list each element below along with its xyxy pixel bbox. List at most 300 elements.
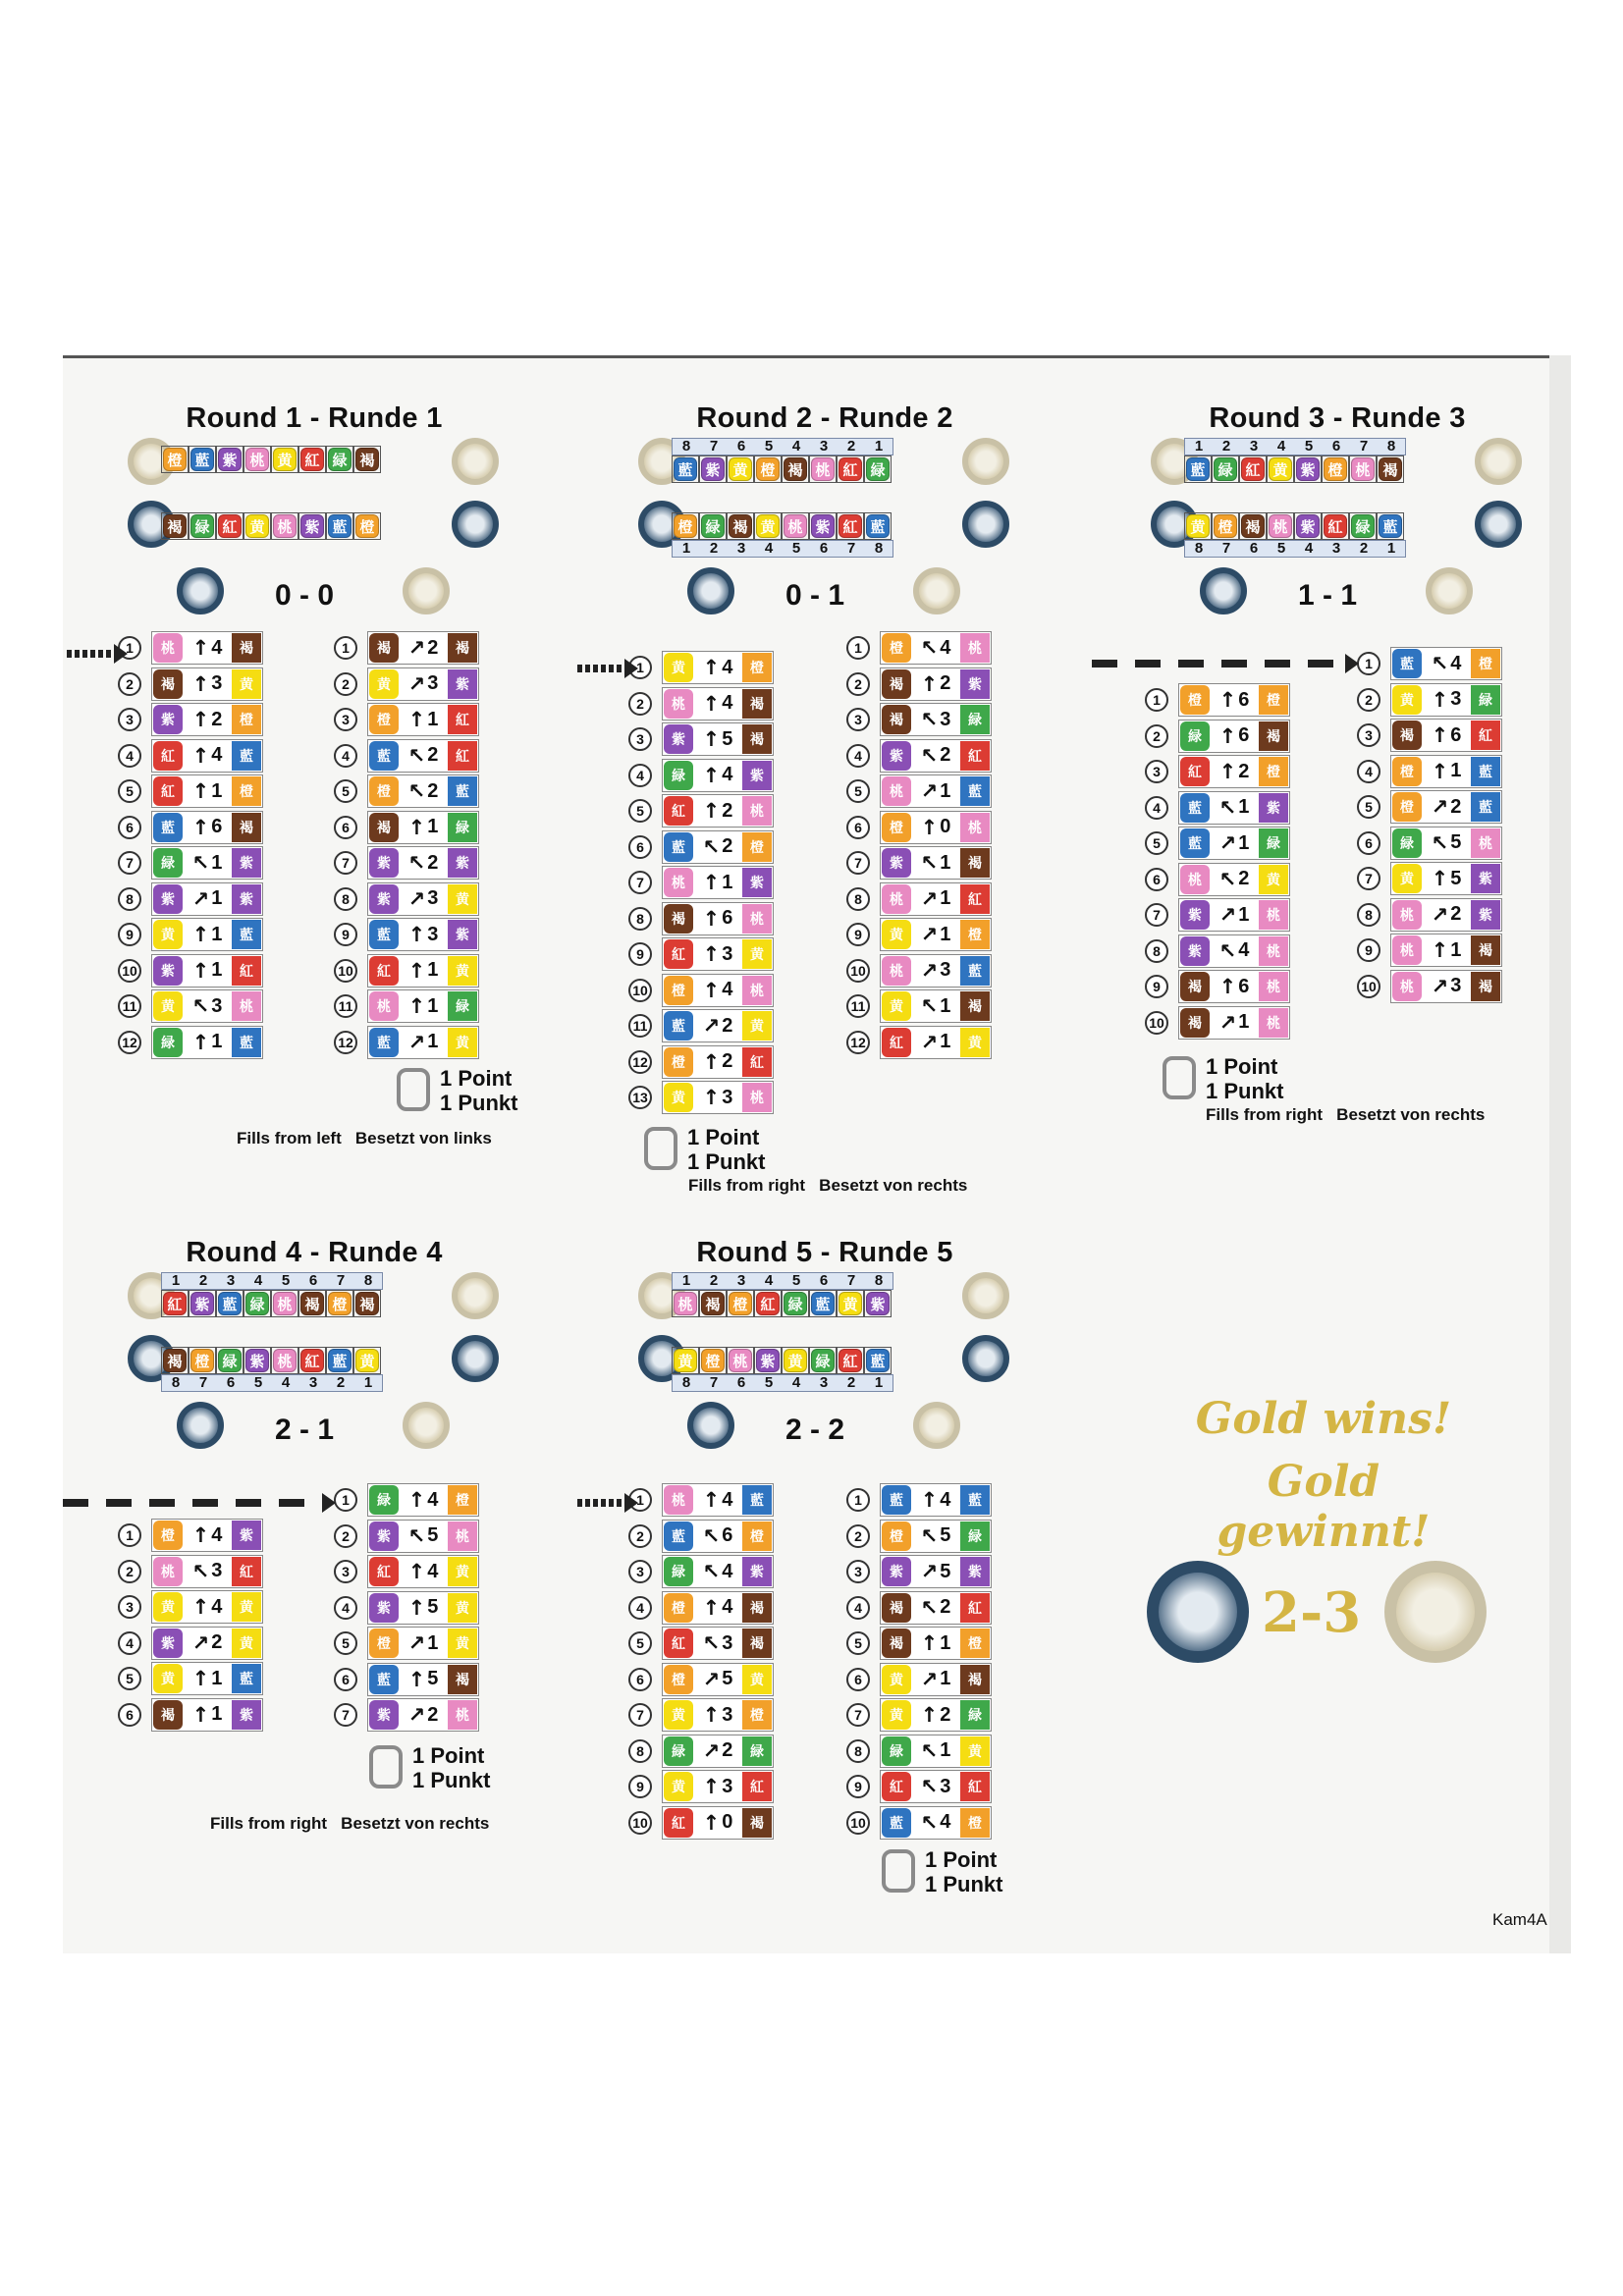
move-notation	[694, 1524, 741, 1548]
purple-field: 紫	[1259, 793, 1288, 823]
move-notation	[912, 816, 959, 839]
move-cell	[151, 918, 263, 951]
move-cell	[1178, 720, 1290, 753]
move-distance: 4	[1238, 939, 1250, 961]
red-field: 紅	[960, 741, 990, 771]
move-number: 12	[334, 1031, 357, 1054]
brown-tile: 褐	[298, 1290, 326, 1317]
column-number: 1	[681, 1272, 691, 1289]
column-number: 8	[874, 540, 884, 557]
direction-arrow: ↑	[191, 1702, 210, 1727]
move-row	[1145, 719, 1290, 754]
move-number: 5	[334, 1631, 357, 1655]
move-row	[628, 650, 774, 685]
move-notation	[184, 1595, 231, 1619]
purple-field: 紫	[232, 1700, 261, 1730]
pink-tile: 桃	[369, 991, 399, 1021]
column-number: 3	[736, 540, 746, 557]
gold-dragon-icon	[913, 1402, 960, 1449]
move-cell	[1178, 898, 1290, 932]
pink-tile: 桃	[271, 1347, 298, 1374]
move-cell	[662, 1591, 774, 1625]
move-cell	[662, 1663, 774, 1696]
move-row	[1145, 969, 1290, 1004]
move-notation	[184, 744, 231, 768]
gold-tile-strip	[161, 446, 381, 473]
move-distance: 1	[427, 1031, 439, 1052]
yellow-tile: 黄	[243, 512, 271, 540]
punkt-text: 1 Punkt	[687, 1149, 766, 1174]
direction-arrow: ↖	[920, 1810, 939, 1835]
move-cell	[880, 1483, 992, 1517]
move-row	[628, 1697, 774, 1733]
move-row	[846, 1662, 992, 1697]
orange-field: 橙	[960, 1629, 990, 1658]
move-distance: 6	[211, 816, 223, 837]
move-row	[1145, 790, 1290, 826]
red-tile: 紅	[1180, 757, 1210, 786]
move-cell	[662, 830, 774, 864]
brown-tile: 褐	[369, 633, 399, 663]
point-text: 1 Point	[412, 1743, 485, 1768]
move-distance: 3	[722, 942, 733, 965]
move-distance: 1	[427, 816, 439, 837]
orange-tile: 橙	[727, 1290, 754, 1317]
purple-field: 紫	[742, 868, 772, 897]
move-notation	[694, 727, 741, 751]
move-notation	[912, 1703, 959, 1727]
move-notation	[1211, 760, 1258, 783]
move-notation	[694, 1668, 741, 1691]
yellow-field: 黄	[448, 1028, 477, 1057]
round-title: Round 4 - Runde 4	[186, 1237, 443, 1268]
move-distance: 5	[427, 1524, 439, 1546]
round-title: Round 5 - Runde 5	[696, 1237, 953, 1268]
direction-arrow: ↑	[702, 799, 721, 823]
pink-tile: 桃	[271, 1290, 298, 1317]
yellow-tile: 黄	[882, 991, 911, 1021]
column-number: 1	[874, 438, 884, 454]
yellow-tile: 黄	[1184, 512, 1212, 540]
move-distance: 1	[211, 1667, 223, 1689]
pink-tile: 桃	[1392, 935, 1422, 965]
move-row	[1145, 682, 1290, 718]
direction-arrow: ↗	[920, 886, 939, 911]
move-number: 1	[846, 1488, 870, 1512]
move-distance: 1	[940, 1631, 951, 1654]
purple-tile: 紫	[153, 956, 183, 986]
orange-tile: 橙	[1212, 512, 1239, 540]
green-tile: 緑	[782, 1290, 809, 1317]
blue-tile: 藍	[672, 455, 699, 483]
move-distance: 4	[722, 656, 733, 678]
column-number: 3	[819, 438, 829, 454]
direction-arrow: ↖	[1431, 830, 1449, 855]
move-distance: 4	[940, 1488, 951, 1511]
blue-tile: 藍	[664, 1011, 693, 1041]
gold-dragon-icon	[452, 438, 499, 485]
move-notation	[1211, 688, 1258, 712]
blue-field: 藍	[232, 1028, 261, 1057]
move-row	[118, 1554, 263, 1589]
move-distance: 2	[1238, 760, 1250, 782]
move-row	[1357, 861, 1502, 896]
purple-tile: 紫	[1294, 512, 1322, 540]
direction-arrow: ↑	[191, 1667, 210, 1690]
move-number: 6	[628, 835, 652, 859]
move-cell	[1178, 863, 1290, 896]
move-row	[334, 953, 479, 988]
column-number: 5	[253, 1374, 263, 1391]
move-distance: 6	[1450, 723, 1462, 746]
move-number: 7	[628, 871, 652, 894]
brown-field: 褐	[448, 633, 477, 663]
move-row	[1357, 682, 1502, 718]
move-distance: 4	[211, 1523, 223, 1546]
move-row	[846, 1590, 992, 1626]
move-distance: 1	[940, 1031, 951, 1052]
move-distance: 1	[211, 1703, 223, 1725]
direction-arrow: ↑	[407, 994, 426, 1018]
point-label	[440, 1066, 517, 1115]
move-number: 10	[846, 1811, 870, 1835]
move-row	[118, 845, 263, 881]
blue-dragon-icon	[1475, 501, 1522, 548]
move-distance: 1	[1450, 760, 1462, 781]
purple-field: 紫	[960, 1557, 990, 1586]
direction-arrow: ↗	[1431, 974, 1449, 998]
move-row	[334, 881, 479, 917]
move-cell	[880, 703, 992, 736]
gold-tile-strip	[672, 1290, 892, 1317]
orange-field: 橙	[1471, 649, 1500, 678]
move-distance: 2	[427, 779, 439, 802]
direction-arrow: ↑	[1218, 688, 1237, 712]
move-distance: 1	[1238, 1011, 1250, 1033]
purple-tile: 紫	[1180, 936, 1210, 966]
move-number: 12	[628, 1050, 652, 1074]
move-distance: 4	[211, 636, 223, 659]
direction-arrow: ↑	[702, 691, 721, 716]
point-text: 1 Point	[440, 1066, 513, 1091]
move-cell	[880, 954, 992, 988]
orange-field: 橙	[960, 920, 990, 949]
yellow-field: 黄	[742, 939, 772, 969]
column-number: 3	[819, 1374, 829, 1391]
move-distance: 1	[211, 959, 223, 981]
orange-tile: 橙	[369, 1629, 399, 1658]
move-row	[118, 1025, 263, 1060]
move-number: 5	[334, 779, 357, 803]
gold-dragon-icon	[962, 438, 1009, 485]
direction-arrow: ↑	[702, 1049, 721, 1074]
column-number: 6	[736, 438, 746, 454]
blue-dragon-icon	[687, 567, 734, 614]
move-cell	[151, 989, 263, 1023]
blue-field: 藍	[960, 956, 990, 986]
yellow-field: 黄	[232, 669, 261, 699]
move-notation	[912, 923, 959, 946]
gold-dragon-icon	[913, 567, 960, 614]
red-tile: 紅	[153, 776, 183, 806]
direction-arrow: ↖	[702, 1560, 721, 1583]
move-number: 3	[628, 1560, 652, 1583]
start-arrow-icon	[577, 665, 626, 672]
move-number: 9	[1145, 975, 1168, 998]
yellow-tile: 黄	[664, 653, 693, 682]
gold-gewinnt-text: Gold gewinnt!	[1217, 1457, 1431, 1557]
column-number: 2	[198, 1272, 208, 1289]
pink-field: 桃	[1471, 828, 1500, 858]
move-cell	[662, 1806, 774, 1840]
pink-tile: 桃	[882, 884, 911, 914]
column-number: 7	[198, 1374, 208, 1391]
move-row	[628, 1805, 774, 1841]
move-row	[628, 1590, 774, 1626]
direction-arrow: ↑	[702, 656, 721, 679]
move-distance: 1	[211, 1031, 223, 1052]
move-row	[628, 973, 774, 1008]
pink-tile: 桃	[1392, 972, 1422, 1001]
move-row	[118, 810, 263, 845]
move-notation	[400, 708, 447, 731]
pink-tile: 桃	[1267, 512, 1294, 540]
move-notation	[184, 994, 231, 1018]
move-distance: 5	[427, 1596, 439, 1618]
move-cell	[151, 1519, 263, 1552]
orange-field: 橙	[742, 1700, 772, 1730]
move-notation	[1423, 688, 1470, 712]
direction-arrow: ↑	[191, 779, 210, 803]
move-number: 9	[334, 923, 357, 946]
move-distance: 6	[722, 1524, 733, 1546]
move-cell	[662, 1520, 774, 1553]
brown-tile: 褐	[882, 1629, 911, 1658]
move-cell	[1390, 683, 1502, 717]
move-notation	[694, 871, 741, 894]
gold-tile-strip	[672, 455, 892, 483]
move-number: 8	[628, 907, 652, 931]
move-notation	[912, 1739, 959, 1763]
round-score: 2 - 2	[784, 1414, 845, 1446]
point-label	[412, 1743, 490, 1792]
move-distance: 6	[1238, 688, 1250, 711]
yellow-field: 黄	[232, 1629, 261, 1658]
move-number: 8	[1145, 939, 1168, 963]
point-text: 1 Point	[687, 1125, 760, 1149]
move-number: 9	[1357, 938, 1380, 962]
move-number: 1	[118, 1523, 141, 1547]
blue-field: 藍	[232, 920, 261, 949]
red-field: 紅	[232, 1557, 261, 1586]
red-field: 紅	[232, 956, 261, 986]
move-cell	[151, 774, 263, 808]
move-notation	[912, 851, 959, 875]
move-cell	[151, 1698, 263, 1732]
move-cell	[151, 631, 263, 665]
purple-field: 紫	[448, 669, 477, 699]
orange-tile: 橙	[882, 633, 911, 663]
move-notation	[694, 1703, 741, 1727]
five-icon	[882, 1849, 915, 1893]
column-number: 7	[709, 1374, 719, 1391]
column-number: 8	[874, 1272, 884, 1289]
fills-note: Fills from right Besetzt von rechts	[210, 1814, 490, 1833]
column-number: 3	[226, 1272, 236, 1289]
move-notation	[912, 1811, 959, 1835]
move-row	[628, 1769, 774, 1804]
gold-wins-text: Gold wins!	[1195, 1394, 1452, 1444]
move-number: 2	[628, 692, 652, 716]
direction-arrow: ↖	[407, 779, 426, 803]
move-distance: 1	[211, 887, 223, 909]
move-distance: 5	[940, 1524, 951, 1546]
move-cell	[1390, 790, 1502, 824]
move-row	[628, 1482, 774, 1518]
purple-tile: 紫	[216, 446, 243, 473]
column-number: 6	[226, 1374, 236, 1391]
brown-tile: 褐	[782, 455, 809, 483]
pink-field: 桃	[232, 991, 261, 1021]
direction-arrow: ↑	[407, 958, 426, 983]
move-distance: 4	[722, 979, 733, 1000]
round-title: Round 2 - Runde 2	[696, 402, 953, 434]
brown-tile: 褐	[1180, 972, 1210, 1001]
direction-arrow: ↑	[702, 1703, 721, 1727]
move-cell	[1178, 827, 1290, 860]
move-distance: 6	[1238, 975, 1250, 997]
move-number: 2	[1357, 688, 1380, 712]
purple-field: 紫	[1471, 864, 1500, 893]
move-cell	[1178, 934, 1290, 968]
move-cell	[151, 667, 263, 701]
move-distance: 1	[940, 779, 951, 802]
move-number: 2	[118, 1560, 141, 1583]
direction-arrow: ↖	[920, 851, 939, 875]
gold-tile-strip	[161, 1290, 381, 1317]
red-tile: 紅	[369, 1557, 399, 1586]
blue-field: 藍	[960, 776, 990, 806]
top-number-row	[672, 1272, 893, 1290]
orange-tile: 橙	[664, 976, 693, 1005]
move-row	[1357, 826, 1502, 861]
orange-field: 橙	[960, 1808, 990, 1838]
column-number: 8	[681, 1374, 691, 1391]
red-tile: 紅	[754, 1290, 782, 1317]
move-distance: 1	[1450, 938, 1462, 961]
purple-tile: 紫	[882, 741, 911, 771]
move-cell	[662, 1698, 774, 1732]
move-number: 2	[334, 672, 357, 696]
move-cell	[151, 703, 263, 736]
move-cell	[367, 918, 479, 951]
direction-arrow: ↑	[1431, 867, 1449, 890]
brown-tile: 褐	[1377, 455, 1404, 483]
green-tile: 緑	[153, 1028, 183, 1057]
move-distance: 1	[940, 887, 951, 909]
move-number: 3	[1145, 760, 1168, 783]
move-distance: 1	[1238, 903, 1250, 926]
move-distance: 1	[940, 1739, 951, 1761]
brown-tile: 褐	[153, 669, 183, 699]
move-notation	[912, 1775, 959, 1798]
move-distance: 2	[1450, 903, 1462, 925]
move-number: 9	[118, 923, 141, 946]
blue-tile: 藍	[369, 1028, 399, 1057]
direction-arrow: ↗	[191, 886, 210, 911]
move-notation	[184, 1560, 231, 1583]
column-number: 6	[819, 540, 829, 557]
move-cell	[1390, 970, 1502, 1003]
move-number: 12	[846, 1031, 870, 1054]
move-notation	[184, 816, 231, 839]
blue-tile: 藍	[664, 1522, 693, 1551]
move-number: 1	[118, 636, 141, 660]
round-score: 0 - 1	[784, 579, 845, 612]
move-row	[334, 917, 479, 952]
red-tile: 紅	[298, 1347, 326, 1374]
move-distance: 1	[1238, 831, 1250, 854]
move-notation	[694, 1631, 741, 1655]
move-notation	[1423, 760, 1470, 783]
direction-arrow: ↗	[1218, 1010, 1237, 1035]
move-cell	[367, 989, 479, 1023]
column-number: 8	[1386, 438, 1396, 454]
column-number: 8	[171, 1374, 181, 1391]
column-number: 4	[791, 1374, 801, 1391]
blue-tile: 藍	[369, 920, 399, 949]
move-row	[118, 917, 263, 952]
direction-arrow: ↗	[407, 1703, 426, 1727]
move-distance: 4	[211, 1595, 223, 1618]
purple-tile: 紫	[882, 1557, 911, 1586]
move-cell	[880, 846, 992, 880]
move-cell	[662, 1045, 774, 1079]
green-tile: 緑	[699, 512, 727, 540]
point-text: 1 Point	[1206, 1054, 1278, 1079]
move-notation	[694, 979, 741, 1002]
move-row	[334, 1025, 479, 1060]
direction-arrow: ↑	[702, 1086, 721, 1109]
column-number: 7	[1359, 438, 1369, 454]
column-number: 1	[1194, 438, 1204, 454]
column-number: 4	[253, 1272, 263, 1289]
orange-field: 橙	[742, 832, 772, 862]
move-cell	[1390, 898, 1502, 932]
move-number: 7	[334, 1703, 357, 1727]
round-title: Round 1 - Runde 1	[186, 402, 443, 434]
direction-arrow: ↑	[920, 1703, 939, 1727]
move-number: 8	[118, 887, 141, 911]
blue-dragon-icon	[452, 1335, 499, 1382]
direction-arrow: ↑	[1431, 938, 1449, 962]
move-row	[846, 738, 992, 774]
move-number: 8	[846, 1739, 870, 1763]
yellow-tile: 黄	[153, 991, 183, 1021]
pink-tile: 桃	[664, 689, 693, 719]
blue-tile: 藍	[369, 1665, 399, 1694]
column-number: 7	[709, 438, 719, 454]
direction-arrow: ↗	[407, 636, 426, 660]
direction-arrow: ↑	[702, 763, 721, 787]
move-cell	[151, 882, 263, 916]
move-distance: 2	[722, 799, 733, 822]
orange-tile: 橙	[664, 1593, 693, 1623]
move-cell	[151, 1555, 263, 1588]
move-number: 7	[846, 1703, 870, 1727]
purple-tile: 紫	[864, 1290, 892, 1317]
move-row	[628, 686, 774, 721]
